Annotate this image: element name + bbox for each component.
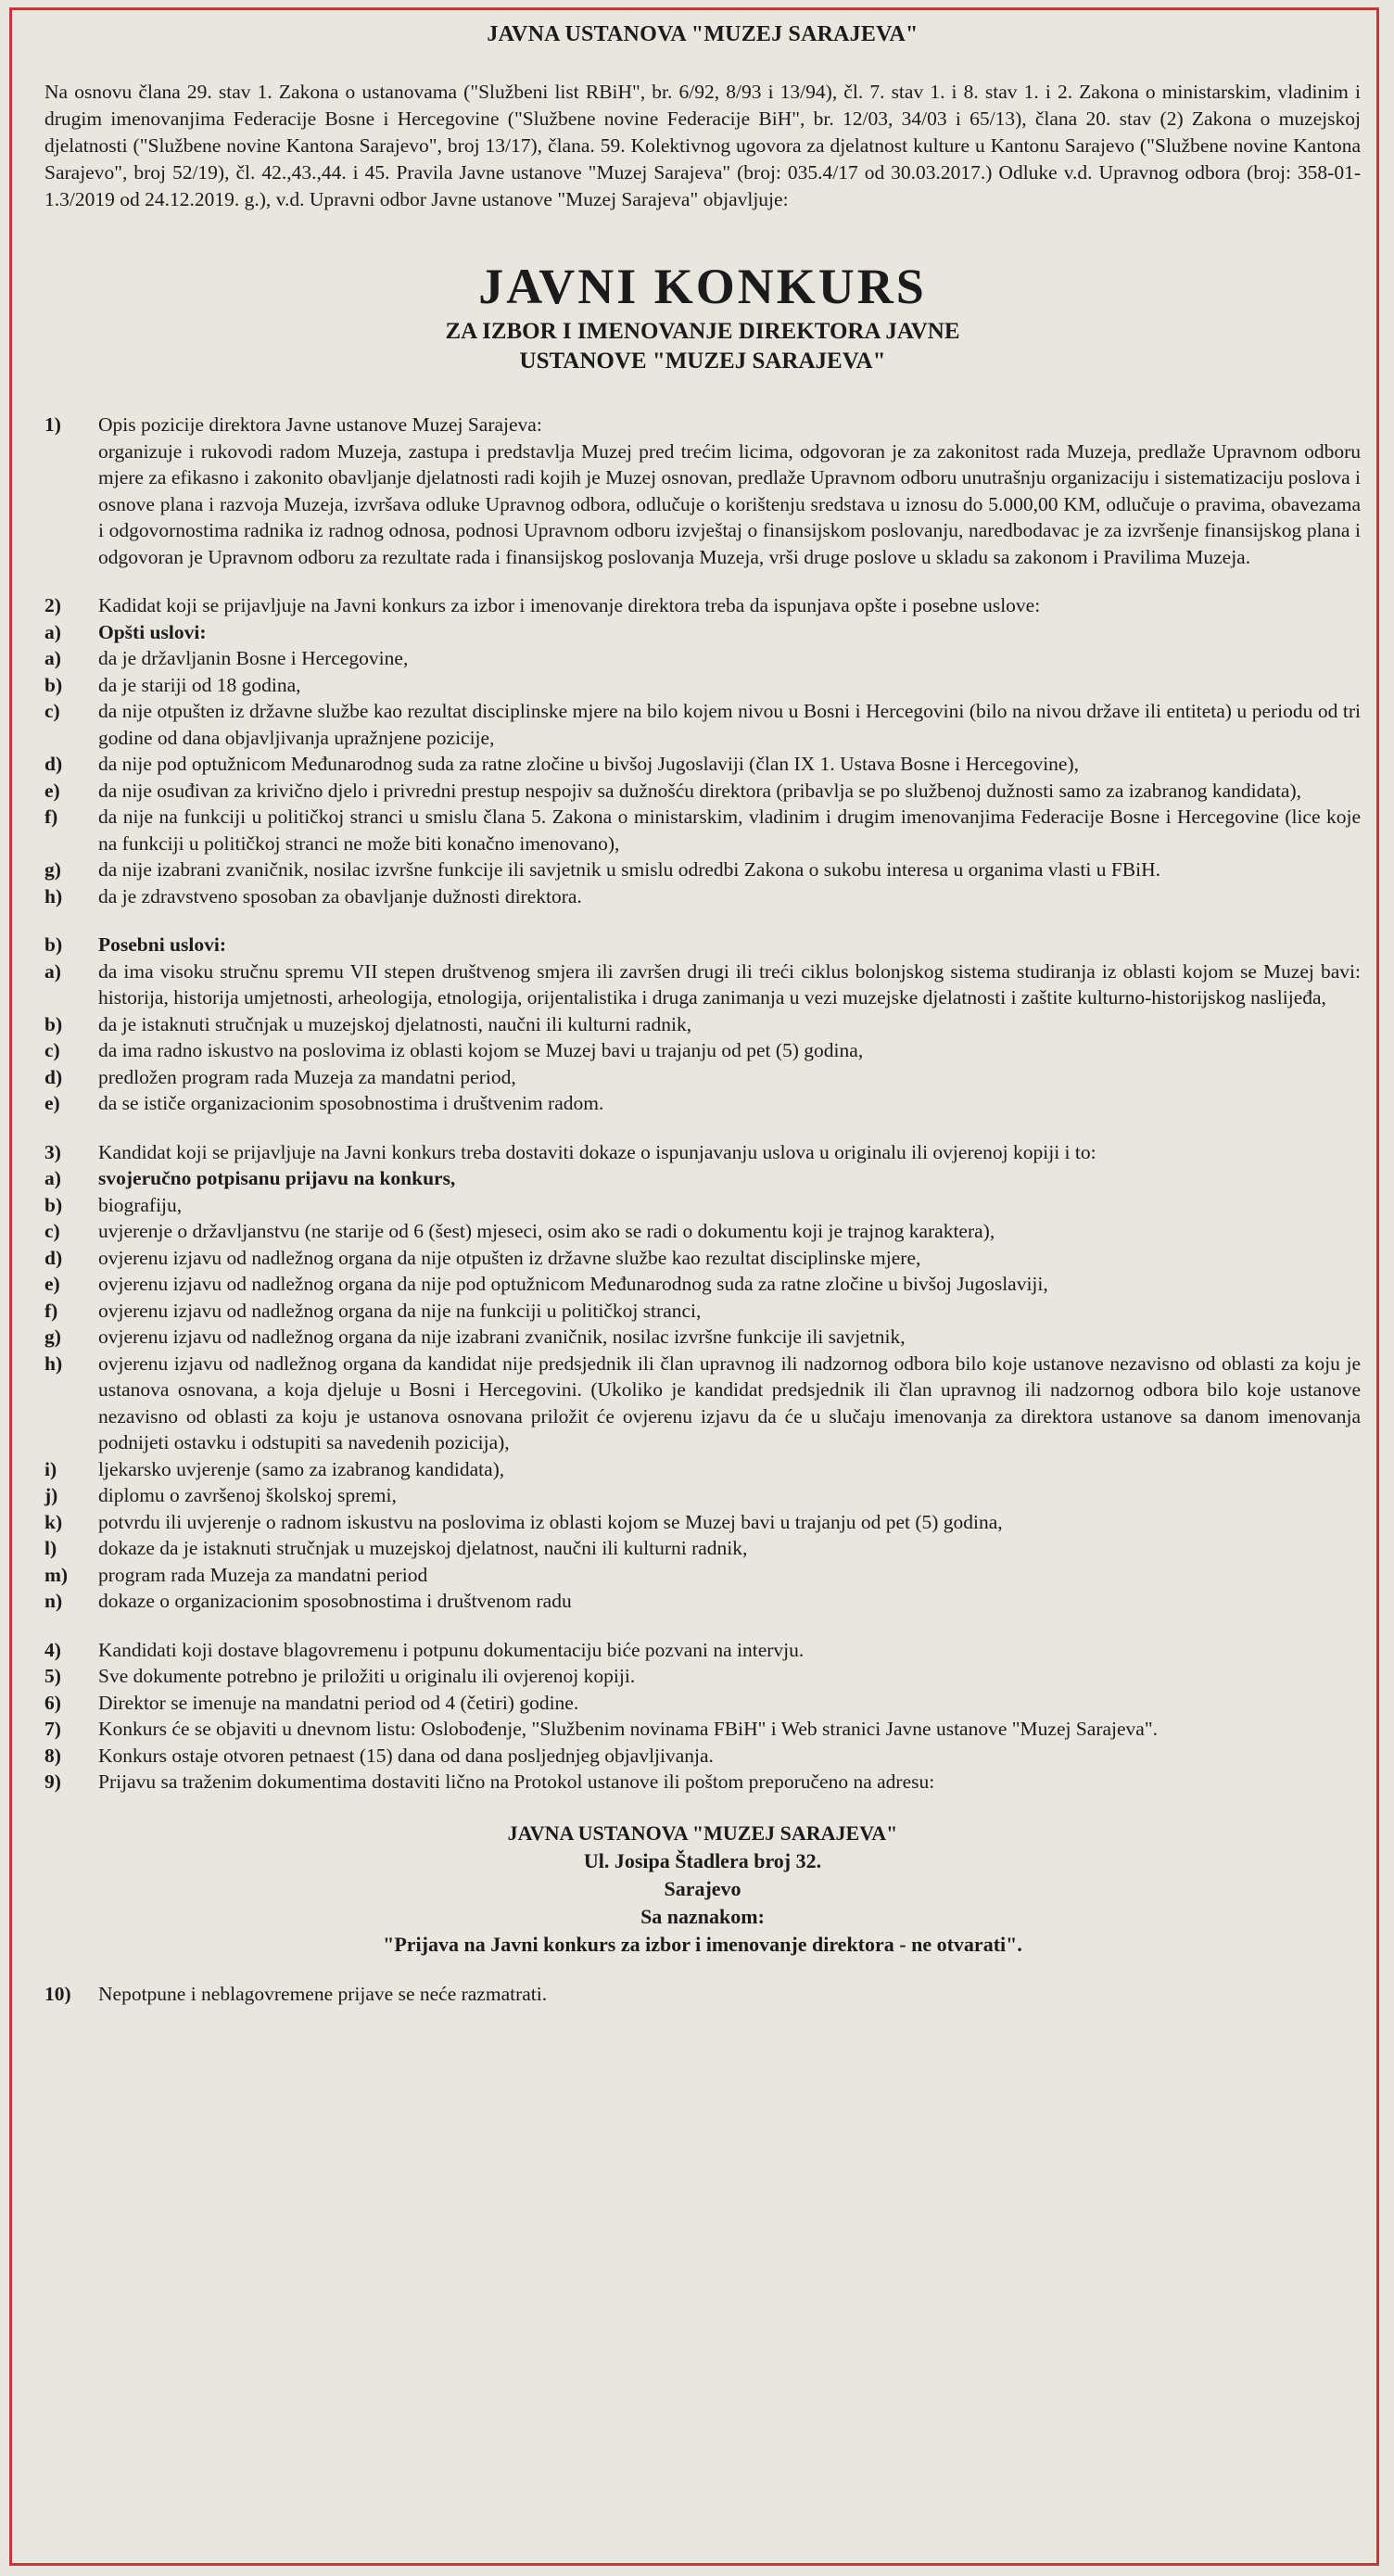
list-item	[44, 1192, 1361, 1219]
item-text: ovjerenu izjavu od nadležnog organa da kandidat nije predsjednik ili član upravnog ili nadzornog odbora bilo koje ustanove nezavisno od oblasti za koju je ustanova osnovana, a koja djeluje u Bosni i Hercegovini. (Ukoliko je kandidat predsjednik ili član upravnog ili nadzornog odbora bilo koje ustanove nezavisno od oblasti za koju je ustanova osnovana priložit će ovjerenu izjavu da će u slučaju imenovanja za direktora ustanove sa danom imenovanja podnijeti ostavku i odstupiti sa navedenih pozicija),	[98, 1351, 1361, 1453]
list-item	[44, 1690, 1361, 1717]
list-item	[44, 1716, 1361, 1743]
item-label: f)	[44, 1299, 58, 1322]
item-label: d)	[44, 753, 63, 775]
list-item	[44, 1037, 1361, 1064]
item-text: Direktor se imenuje na mandatni period od 4 (četiri) godine.	[98, 1691, 579, 1714]
item-label: 4)	[44, 1638, 61, 1661]
item-label: 7)	[44, 1718, 61, 1740]
item-text: Kandidati koji dostave blagovremenu i potpunu dokumentaciju biće pozvani na intervju.	[98, 1638, 805, 1661]
item-label: e)	[44, 1092, 60, 1114]
section-10-text: Nepotpune i neblagovremene prijave se neće razmatrati.	[98, 1982, 548, 2005]
list-item	[44, 1509, 1361, 1536]
item-text: Konkurs ostaje otvoren petnaest (15) dana od dana posljednjeg objavljivanja.	[98, 1744, 714, 1767]
item-label: l)	[44, 1537, 57, 1559]
item-label: b)	[44, 673, 63, 696]
announcement-content	[44, 22, 1361, 2007]
list-item	[44, 1351, 1361, 1456]
section-2-heading: Kadidat koji se prijavljuje na Javni konkurs za izbor i imenovanje direktora treba da ispunjava opšte i posebne uslove:	[98, 594, 1041, 616]
item-text: ovjerenu izjavu od nadležnog organa da nije pod optužnicom Međunarodnog suda za ratne zločine u bivšoj Jugoslaviji,	[98, 1273, 1048, 1295]
item-text: biografiju,	[98, 1193, 183, 1216]
item-label: g)	[44, 1326, 61, 1348]
item-label: e)	[44, 1273, 60, 1295]
item-text: uvjerenje o državljanstvu (ne starije od 6 (šest) mjeseci, osim ako se radi o dokumentu koji je trajnog karaktera),	[98, 1220, 995, 1242]
item-text: da nije pod optužnicom Međunarodnog suda za ratne zločine u bivšoj Jugoslaviji (član IX 1. Ustava Bosne i Hercegovine),	[98, 753, 1079, 775]
item-text: ovjerenu izjavu od nadležnog organa da nije izabrani zvaničnik, nosilac izvršne funkcije ili savjetnik,	[98, 1326, 906, 1348]
item-text: program rada Muzeja za mandatni period	[98, 1563, 428, 1586]
address-line-4: Sa naznakom:	[640, 1904, 765, 1928]
sections-4-9-list	[44, 1637, 1361, 1796]
section-1-heading: Opis pozicije direktora Javne ustanove Muzej Sarajeva:	[98, 413, 542, 436]
item-label: a)	[44, 1167, 61, 1189]
section-1-body: organizuje i rukovodi radom Muzeja, zastupa i predstavlja Muzej pred trećim licima, odgovoran je za zakonitost rada Muzeja, predlaže Upravnom odboru mjere za efikasno i zakonito obavljanje djelatnosti radi kojih je Muzej osnovan, predlaže Upravnom odboru unutrašnju organizaciju i sistematizaciju poslova i osnove plana i razvoja Muzeja, izvršava odluke Upravnog odbora, odlučuje o korištenju sredstava u iznosu do 5.000,00 KM, odlučuje o pravima, obavezama i odgovornostima radnika iz radnog odnosa, podnosi Upravnom odboru izvještaj o finansijskom poslovanju, naredbodavac je za izvršenje finansijskog plana i odgovoran je Upravnom odboru za rezultate rada i finansijskog poslovanja Muzeja, vrši druge poslove u skladu sa zakonom i Pravilima Muzeja.	[98, 439, 1361, 568]
item-text: da se ističe organizacionim sposobnostima i društvenim radom.	[98, 1092, 604, 1114]
item-label: a)	[44, 959, 61, 983]
address-line-2: Ul. Josipa Štadlera broj 32.	[583, 1848, 822, 1872]
list-item	[44, 958, 1361, 1011]
subsection-label: b)	[44, 933, 63, 956]
item-text: da nije izabrani zvaničnik, nosilac izvršne funkcije ili savjetnik u smislu odredbi Zakona o sukobu interesa u organima vlasti u FBiH.	[98, 858, 1161, 881]
subsection-opsti-uslovi	[44, 619, 1361, 646]
item-label: h)	[44, 884, 63, 907]
list-item	[44, 1064, 1361, 1091]
item-text: predložen program rada Muzeja za mandatni period,	[98, 1065, 516, 1088]
item-label: f)	[44, 806, 58, 828]
submission-address	[44, 1820, 1361, 1959]
item-text: svojeručno potpisanu prijavu na konkurs,	[98, 1167, 456, 1189]
item-label: h)	[44, 1351, 63, 1375]
list-item	[44, 1218, 1361, 1245]
section-number: 1)	[44, 413, 61, 436]
item-label: j)	[44, 1484, 58, 1506]
list-item	[44, 1324, 1361, 1351]
address-line-3: Sarajevo	[664, 1876, 741, 1900]
item-label: m)	[44, 1563, 69, 1586]
item-label: c)	[44, 700, 60, 722]
list-item	[44, 1769, 1361, 1796]
item-text: da nije otpušten iz državne službe kao rezultat disciplinske mjere na bilo kojem nivou u Bosni i Hercegovini (bilo na nivou države ili entiteta) u periodu od tri godine od dana objavljivanja upražnjene pozicije,	[98, 700, 1361, 749]
list-item	[44, 1165, 1361, 1192]
sub-title	[44, 317, 1361, 376]
list-item	[44, 1482, 1361, 1509]
item-text: da nije osuđivan za krivično djelo i privredni prestup nespojiv sa dužnošću direktora (pribavlja se po službenoj dužnosti samo za izabranog kandidata),	[98, 779, 1301, 802]
list-item	[44, 778, 1361, 805]
item-text: da nije na funkciji u političkoj stranci u smislu člana 5. Zakona o ministarskim, vladinim i drugim imenovanjima Federacije Bosne i Hercegovine (lice koje na funkciji u političkoj stranci ne može biti konačno imenovano),	[98, 806, 1361, 855]
list-item	[44, 1456, 1361, 1483]
section-3-heading: Kandidat koji se prijavljuje na Javni konkurs treba dostaviti dokaze o ispunjavanju uslova u originalu ili ovjerenoj kopiji i to:	[98, 1140, 1096, 1163]
subsection-label: a)	[44, 620, 61, 643]
item-label: b)	[44, 1012, 63, 1035]
sub-title-line-2: USTANOVE "MUZEJ SARAJEVA"	[519, 349, 886, 374]
list-item	[44, 672, 1361, 699]
item-text: Konkurs će se objaviti u dnevnom listu: Oslobođenje, "Službenim novinama FBiH" i Web stranici Javne ustanove "Muzej Sarajeva".	[98, 1718, 1159, 1740]
item-text: da je zdravstveno sposoban za obavljanje dužnosti direktora.	[98, 884, 582, 907]
item-text: da je državljanin Bosne i Hercegovine,	[98, 647, 409, 669]
item-text: da ima radno iskustvo na poslovima iz oblasti kojom se Muzej bavi u trajanju od pet (5) godina,	[98, 1039, 864, 1061]
item-text: ovjerenu izjavu od nadležnog organa da nije na funkciji u političkoj stranci,	[98, 1299, 702, 1322]
address-line-1: JAVNA USTANOVA "MUZEJ SARAJEVA"	[507, 1821, 898, 1845]
subsection-posebni-uslovi	[44, 932, 1361, 958]
opsti-uslovi-list	[44, 645, 1361, 909]
subsection-title: Posebni uslovi:	[98, 933, 226, 956]
item-label: 9)	[44, 1770, 61, 1793]
item-text: ljekarsko uvjerenje (samo za izabranog kandidata),	[98, 1457, 505, 1480]
list-item	[44, 1663, 1361, 1690]
list-item	[44, 1090, 1361, 1117]
list-item	[44, 645, 1361, 672]
item-label: e)	[44, 779, 60, 802]
item-label: c)	[44, 1039, 60, 1061]
item-text: Sve dokumente potrebno je priložiti u originalu ili ovjerenoj kopiji.	[98, 1665, 636, 1687]
section-1	[44, 412, 1361, 570]
list-item	[44, 883, 1361, 910]
item-text: diplomu o završenoj školskoj spremi,	[98, 1484, 397, 1506]
item-label: k)	[44, 1510, 63, 1533]
intro-paragraph: Na osnovu člana 29. stav 1. Zakona o ustanovama ("Službeni list RBiH", br. 6/92, 8/93 i 13/94), čl. 7. stav 1. i 8. stav 1. i 2. Zakona o ministarskim, vladinim i drugim imenovanjima Federacije Bosne i Hercegovine ("Službene novine Federacije BiH", br. 12/03, 34/03 i 65/13), člana 20. stav (2) Zakona o muzejskoj djelatnosti ("Službene novine Kantona Sarajevo", broj 13/17), člana. 59. Kolektivnog ugovora za djelatnost kulture u Kantonu Sarajevo ("Službene novine Kantona Sarajevo", broj 52/19), čl. 42.,43.,44. i 45. Pravila Javne ustanove "Muzej Sarajeva" (broj: 035.4/17 od 30.03.2017.) Odluke v.d. Upravnog odbora (broj: 358-01-1.3/2019 od 24.12.2019. g.), v.d. Upravni odbor Javne ustanove "Muzej Sarajeva" objavljuje:	[44, 81, 1361, 210]
list-item	[44, 1588, 1361, 1615]
item-text: dokaze o organizacionim sposobnostima i društvenom radu	[98, 1590, 572, 1612]
list-item	[44, 1562, 1361, 1589]
list-item	[44, 1011, 1361, 1038]
item-label: c)	[44, 1220, 60, 1242]
item-label: d)	[44, 1065, 63, 1088]
item-label: d)	[44, 1246, 63, 1269]
item-label: n)	[44, 1590, 63, 1612]
subsection-title: Opšti uslovi:	[98, 620, 207, 643]
item-text: ovjerenu izjavu od nadležnog organa da nije otpušten iz državne službe kao rezultat disciplinske mjere,	[98, 1246, 921, 1269]
item-text: dokaze da je istaknuti stručnjak u muzejskoj djelatnost, naučni ili kulturni radnik,	[98, 1537, 748, 1559]
section-2	[44, 592, 1361, 619]
list-item	[44, 1245, 1361, 1272]
posebni-uslovi-list	[44, 958, 1361, 1117]
item-label: g)	[44, 858, 61, 881]
list-item	[44, 1535, 1361, 1562]
sub-title-line-1: ZA IZBOR I IMENOVANJE DIREKTORA JAVNE	[445, 319, 960, 344]
section-3	[44, 1139, 1361, 1166]
list-item	[44, 857, 1361, 883]
main-title: JAVNI KONKURS	[478, 259, 927, 314]
required-documents-list	[44, 1165, 1361, 1615]
item-label: b)	[44, 1193, 63, 1216]
item-label: i)	[44, 1457, 57, 1480]
item-text: potvrdu ili uvjerenje o radnom iskustvu na poslovima iz oblasti kojom se Muzej bavi u trajanju od pet (5) godina,	[98, 1510, 1003, 1533]
list-item	[44, 1637, 1361, 1664]
item-label: 8)	[44, 1744, 61, 1767]
item-text: Prijavu sa traženim dokumentima dostaviti lično na Protokol ustanove ili poštom preporučeno na adresu:	[98, 1770, 935, 1793]
address-line-5: "Prijava na Javni konkurs za izbor i imenovanje direktora - ne otvarati".	[383, 1932, 1022, 1956]
section-number: 10)	[44, 1982, 71, 2005]
item-label: a)	[44, 647, 61, 669]
item-text: da je stariji od 18 godina,	[98, 673, 301, 696]
section-10	[44, 1981, 1361, 2008]
item-text: da je istaknuti stručnjak u muzejskoj djelatnosti, naučni ili kulturni radnik,	[98, 1012, 692, 1035]
list-item	[44, 1298, 1361, 1325]
list-item	[44, 804, 1361, 857]
list-item	[44, 1271, 1361, 1298]
org-title: JAVNA USTANOVA "MUZEJ SARAJEVA"	[487, 22, 919, 46]
section-number: 3)	[44, 1140, 61, 1163]
list-item	[44, 698, 1361, 751]
list-item	[44, 751, 1361, 778]
section-number: 2)	[44, 594, 61, 616]
item-label: 5)	[44, 1665, 61, 1687]
item-label: 6)	[44, 1691, 61, 1714]
list-item	[44, 1743, 1361, 1770]
item-text: da ima visoku stručnu spremu VII stepen društvenog smjera ili završen drugi ili treći ciklus bolonjskog sistema studiranja iz oblasti kojom se Muzej bavi: historija, historija umjetnosti, arheologija, etnologija, orijentalistika i druga zanimanja u vezi muzejske djelatnosti i zaštite kulturno-historijskog naslijeđa,	[98, 959, 1361, 1009]
